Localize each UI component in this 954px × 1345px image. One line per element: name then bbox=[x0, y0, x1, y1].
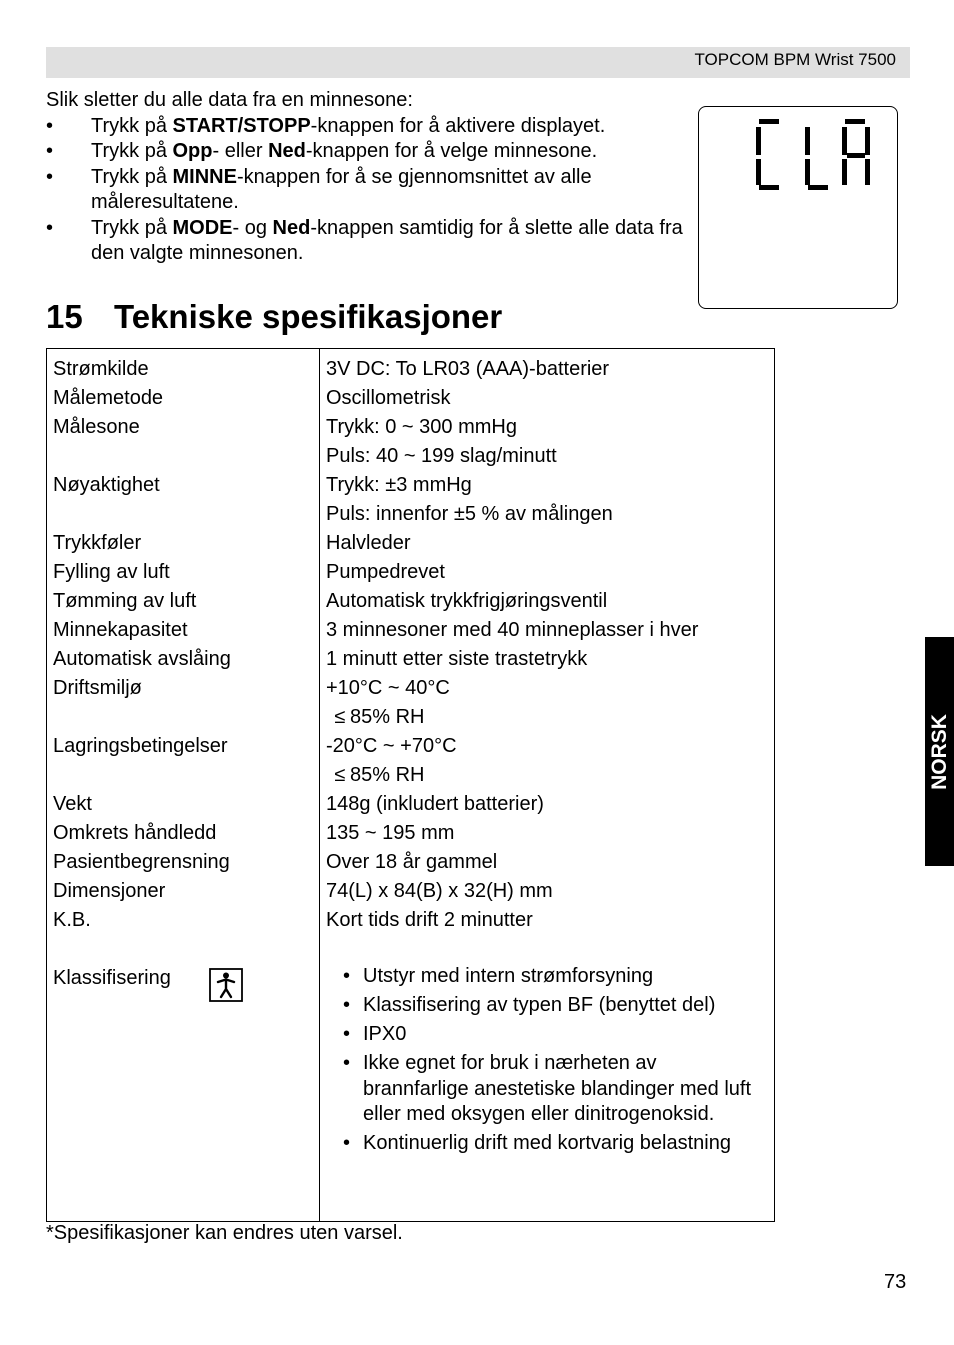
page-header-bar bbox=[46, 47, 910, 78]
spec-label: Trykkføler bbox=[53, 532, 142, 554]
spec-label: Nøyaktighet bbox=[53, 474, 160, 496]
spec-label: Strømkilde bbox=[53, 358, 149, 380]
spec-value: Trykk: 0 ~ 300 mmHg Puls: 40 ~ 199 slag/minutt bbox=[326, 416, 557, 467]
spec-row bbox=[47, 587, 774, 616]
spec-label: Driftsmiljø bbox=[53, 677, 142, 699]
spec-row bbox=[47, 674, 774, 732]
section-title-text: Tekniske spesifikasjoner bbox=[114, 298, 503, 335]
spec-row bbox=[47, 732, 774, 790]
spec-label: Minnekapasitet bbox=[53, 619, 188, 641]
spec-row bbox=[47, 384, 774, 413]
spec-value: Pumpedrevet bbox=[326, 561, 445, 583]
spec-label: Målemetode bbox=[53, 387, 164, 409]
classification-label: Klassifisering bbox=[53, 967, 171, 989]
spec-rows bbox=[47, 355, 774, 1154]
spec-row bbox=[47, 877, 774, 906]
spec-row bbox=[47, 355, 774, 384]
classification-list bbox=[343, 964, 763, 1160]
classification-item: • Ikke egnet for bruk i nærheten av brannfarlige anestetiske blandinger med luft eller med oksygen eller dinitrogenoksid. bbox=[343, 1051, 763, 1128]
spec-row bbox=[47, 645, 774, 674]
spec-row bbox=[47, 471, 774, 529]
lcd-cla-readout bbox=[699, 107, 899, 310]
spec-label: Lagringsbetingelser bbox=[53, 735, 228, 757]
spec-value: Trykk: ±3 mmHg Puls: innenfor ±5 % av målingen bbox=[326, 474, 613, 525]
spec-table bbox=[46, 348, 775, 1222]
footnote: *Spesifikasjoner kan endres uten varsel. bbox=[46, 1222, 403, 1244]
intro-lead: Slik sletter du alle data fra en minnesone: bbox=[46, 89, 413, 111]
spec-label: Fylling av luft bbox=[53, 561, 170, 583]
spec-row bbox=[47, 848, 774, 877]
spec-value: Kort tids drift 2 minutter bbox=[326, 909, 533, 931]
spec-label: Automatisk avslåing bbox=[53, 648, 231, 670]
spec-row bbox=[47, 906, 774, 964]
spec-value: +10°C ~ 40°C ≤ 85% RH bbox=[326, 674, 450, 732]
spec-value: Halvleder bbox=[326, 532, 411, 554]
intro-steps bbox=[46, 114, 686, 267]
spec-value: 148g (inkludert batterier) bbox=[326, 793, 544, 815]
spec-label: Vekt bbox=[53, 793, 92, 815]
intro-step: • Trykk på START/STOPP-knappen for å aktivere displayet. bbox=[46, 114, 686, 140]
classification-item: • Klassifisering av typen BF (benyttet del) bbox=[343, 993, 763, 1019]
spec-row bbox=[47, 529, 774, 558]
section-number: 15 bbox=[46, 298, 83, 335]
spec-label: K.B. bbox=[53, 909, 91, 931]
intro-step: • Trykk på MODE- og Ned-knappen samtidig for å slette alle data fra den valgte minnesonen. bbox=[46, 216, 686, 267]
spec-value: 74(L) x 84(B) x 32(H) mm bbox=[326, 880, 553, 902]
intro-step: • Trykk på Opp- eller Ned-knappen for å velge minnesone. bbox=[46, 139, 686, 165]
spec-value: 3V DC: To LR03 (AAA)-batterier bbox=[326, 358, 610, 380]
spec-label: Målesone bbox=[53, 416, 140, 438]
type-bf-applied-part-icon bbox=[209, 968, 243, 1002]
spec-row bbox=[47, 413, 774, 471]
classification-item: • Kontinuerlig drift med kortvarig belastning bbox=[343, 1131, 763, 1157]
language-side-tab bbox=[925, 637, 954, 866]
less-equal-symbol: ≤ bbox=[334, 764, 346, 786]
intro-step: • Trykk på MINNE-knappen for å se gjennomsnittet av alle måleresultatene. bbox=[46, 165, 686, 216]
page-header-title: TOPCOM BPM Wrist 7500 bbox=[694, 50, 896, 69]
less-equal-symbol: ≤ bbox=[334, 706, 346, 728]
spec-value: Over 18 år gammel bbox=[326, 851, 498, 873]
section-title bbox=[46, 296, 502, 338]
spec-label: Dimensjoner bbox=[53, 880, 166, 902]
classification-item: • IPX0 bbox=[343, 1022, 763, 1048]
intro-section bbox=[46, 88, 686, 267]
page-number: 73 bbox=[884, 1271, 907, 1293]
spec-label: Tømming av luft bbox=[53, 590, 197, 612]
spec-row bbox=[47, 616, 774, 645]
spec-value: Oscillometrisk bbox=[326, 387, 451, 409]
spec-value: 135 ~ 195 mm bbox=[326, 822, 455, 844]
spec-label: Pasientbegrensning bbox=[53, 851, 230, 873]
spec-value: -20°C ~ +70°C ≤ 85% RH bbox=[326, 732, 457, 790]
classification-item: • Utstyr med intern strømforsyning bbox=[343, 964, 763, 990]
lcd-display bbox=[698, 106, 898, 309]
spec-value: Automatisk trykkfrigjøringsventil bbox=[326, 590, 608, 612]
spec-row bbox=[47, 790, 774, 819]
language-tab-label: NORSK bbox=[927, 713, 951, 790]
spec-row bbox=[47, 819, 774, 848]
spec-label: Omkrets håndledd bbox=[53, 822, 217, 844]
spec-row bbox=[47, 558, 774, 587]
spec-value: 1 minutt etter siste trastetrykk bbox=[326, 648, 588, 670]
spec-value: 3 minnesoner med 40 minneplasser i hver bbox=[326, 619, 699, 641]
